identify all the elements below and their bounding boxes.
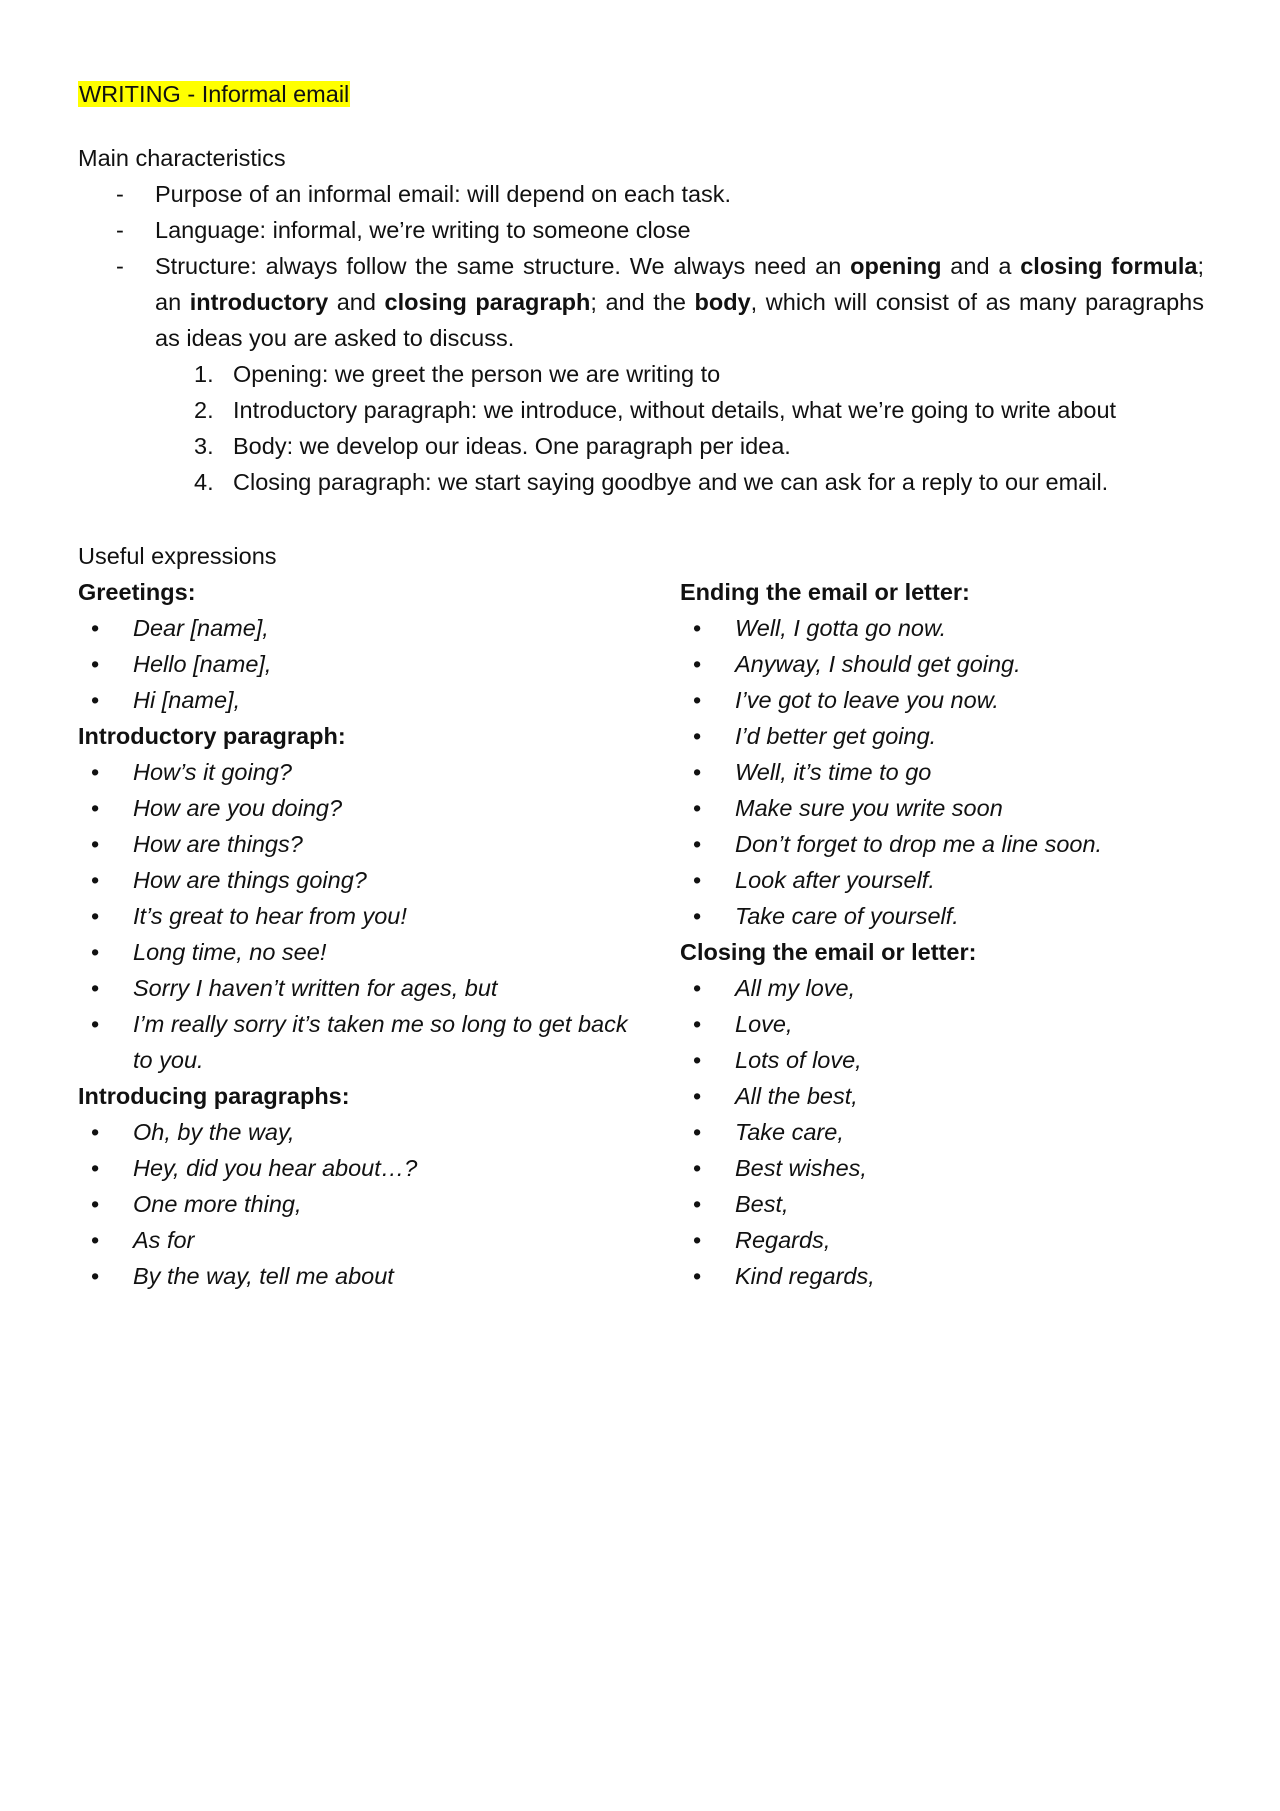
dash-marker: - [116,181,124,207]
expression-item [78,1258,653,1294]
expression-item [78,826,653,862]
expression-item [680,1150,1240,1186]
bullet-marker: • [693,795,702,821]
expression-text: Dear [name], [133,615,269,641]
bullet-marker: • [91,795,100,821]
expression-item [78,646,653,682]
structure-keyword-body: body [694,289,751,315]
bullet-marker: • [693,1119,702,1145]
bullet-marker: • [91,1119,100,1145]
bullet-marker: • [91,1155,100,1181]
bullet-marker: • [91,615,100,641]
expressions-left-column [78,574,638,1294]
expression-text: How are things? [133,831,303,857]
expression-text: Make sure you write soon [735,795,1003,821]
bullet-marker: • [91,903,100,929]
expression-text: Take care, [735,1119,844,1145]
structure-text [155,253,1204,351]
expression-text: Regards, [735,1227,831,1253]
expression-text: Well, it’s time to go [735,759,932,785]
structure-text-part: and a [941,253,1021,279]
expression-item [78,610,653,646]
characteristics-list [78,176,1204,500]
expression-text: Love, [735,1011,793,1037]
title-highlight: WRITING - Informal email [79,81,350,107]
bullet-marker: • [693,1155,702,1181]
expression-text: How’s it going? [133,759,292,785]
bullet-marker: • [91,687,100,713]
characteristic-purpose [78,176,1204,212]
expression-text: I’m really sorry it’s taken me so long to get back to you. [133,1011,628,1073]
characteristic-text: Purpose of an informal email: will depend on each task. [155,181,732,207]
bullet-marker: • [91,759,100,785]
useful-expressions-heading: Useful expressions [78,543,277,569]
expression-item [680,1186,1240,1222]
expression-item [680,754,1240,790]
structure-step [155,428,1204,464]
step-text: Introductory paragraph: we introduce, without details, what we’re going to write about [233,397,1117,423]
structure-text-part: ; and the [590,289,695,315]
structure-step [155,392,1204,428]
expression-item [78,1150,653,1186]
step-number: 3. [194,433,214,459]
bullet-marker: • [693,831,702,857]
expression-item [680,610,1240,646]
introductory-list [78,754,638,1078]
expression-text: Take care of yourself. [735,903,959,929]
bullet-marker: • [693,759,702,785]
expression-text: Well, I gotta go now. [735,615,947,641]
structure-text-part: Structure: always follow the same structure. We always need an [155,253,851,279]
structure-steps-list [155,356,1204,500]
bullet-marker: • [91,1191,100,1217]
expression-text: Best, [735,1191,789,1217]
closing-heading: Closing the email or letter: [680,939,977,965]
bullet-marker: • [91,651,100,677]
ending-heading: Ending the email or letter: [680,579,970,605]
characteristic-structure [78,248,1204,500]
structure-keyword-introductory: introductory [189,289,329,315]
expression-item [78,1186,653,1222]
bullet-marker: • [693,867,702,893]
ending-list [680,610,1240,934]
expression-text: Hi [name], [133,687,241,713]
expression-text: Look after yourself. [735,867,935,893]
introducing-list [78,1114,638,1294]
expression-item [680,826,1240,862]
expression-item [680,970,1240,1006]
bullet-marker: • [693,1191,702,1217]
expression-text: Anyway, I should get going. [735,651,1021,677]
expression-text: Oh, by the way, [133,1119,295,1145]
expression-item [78,898,653,934]
expression-text: Lots of love, [735,1047,862,1073]
expression-text: As for [133,1227,195,1253]
expression-text: How are you doing? [133,795,343,821]
structure-text-part: ; an [155,253,1205,315]
bullet-marker: • [693,687,702,713]
step-text: Body: we develop our ideas. One paragraph per idea. [233,433,791,459]
expression-text: I’ve got to leave you now. [735,687,999,713]
bullet-marker: • [693,1011,702,1037]
expression-item [78,790,653,826]
bullet-marker: • [91,1263,100,1289]
structure-step [155,464,1204,500]
bullet-marker: • [693,1047,702,1073]
structure-keyword-closing-paragraph: closing paragraph [384,289,591,315]
bullet-marker: • [91,939,100,965]
introducing-heading: Introducing paragraphs: [78,1083,350,1109]
expression-item [78,862,653,898]
expression-item [680,718,1240,754]
expressions-right-column [680,574,1240,1294]
bullet-marker: • [693,903,702,929]
bullet-marker: • [693,975,702,1001]
characteristic-text: Language: informal, we’re writing to someone close [155,217,691,243]
expression-text: Kind regards, [735,1263,875,1289]
expression-item [680,1078,1240,1114]
bullet-marker: • [91,867,100,893]
expression-text: All my love, [735,975,856,1001]
expression-item [680,898,1240,934]
expression-text: By the way, tell me about [133,1263,394,1289]
expression-text: Hello [name], [133,651,272,677]
dash-marker: - [116,217,124,243]
expression-text: How are things going? [133,867,367,893]
step-text: Closing paragraph: we start saying goodbye and we can ask for a reply to our email. [233,469,1109,495]
expression-item [680,790,1240,826]
bullet-marker: • [91,831,100,857]
expression-text: Long time, no see! [133,939,327,965]
expression-text: It’s great to hear from you! [133,903,407,929]
expression-item [680,1006,1240,1042]
expression-item [78,934,653,970]
greetings-list [78,610,638,718]
structure-text-part: and [328,289,385,315]
structure-keyword-closing-formula: closing formula [1020,253,1198,279]
expression-text: All the best, [735,1083,858,1109]
expression-item [78,1114,653,1150]
step-number: 2. [194,397,214,423]
expression-item [680,1114,1240,1150]
expression-item [680,646,1240,682]
expression-item [78,754,653,790]
expression-text: Hey, did you hear about…? [133,1155,418,1181]
expression-text: Don’t forget to drop me a line soon. [735,831,1103,857]
dash-marker: - [116,253,124,279]
step-number: 1. [194,361,214,387]
structure-text-part: , which will consist of as many paragraphs as ideas you are asked to discuss. [155,289,1204,351]
bullet-marker: • [693,1083,702,1109]
expression-text: I’d better get going. [735,723,937,749]
bullet-marker: • [693,1227,702,1253]
bullet-marker: • [693,651,702,677]
expression-item [78,682,653,718]
bullet-marker: • [91,1011,100,1037]
expression-item [680,682,1240,718]
introductory-heading: Introductory paragraph: [78,723,346,749]
closing-list [680,970,1240,1294]
bullet-marker: • [693,615,702,641]
step-number: 4. [194,469,214,495]
expression-item [680,1258,1240,1294]
bullet-marker: • [91,1227,100,1253]
expression-text: Sorry I haven’t written for ages, but [133,975,498,1001]
expression-item [680,1042,1240,1078]
bullet-marker: • [693,1263,702,1289]
expression-item [78,1006,653,1078]
bullet-marker: • [91,975,100,1001]
structure-keyword-opening: opening [850,253,942,279]
expression-item [78,1222,653,1258]
main-characteristics-heading: Main characteristics [78,145,286,171]
step-text: Opening: we greet the person we are writing to [233,361,721,387]
expression-item [78,970,653,1006]
expression-text: Best wishes, [735,1155,867,1181]
characteristic-language [78,212,1204,248]
expression-item [680,1222,1240,1258]
structure-step [155,356,1204,392]
greetings-heading: Greetings: [78,579,196,605]
page-title [78,76,350,112]
bullet-marker: • [693,723,702,749]
expression-text: One more thing, [133,1191,302,1217]
expression-item [680,862,1240,898]
